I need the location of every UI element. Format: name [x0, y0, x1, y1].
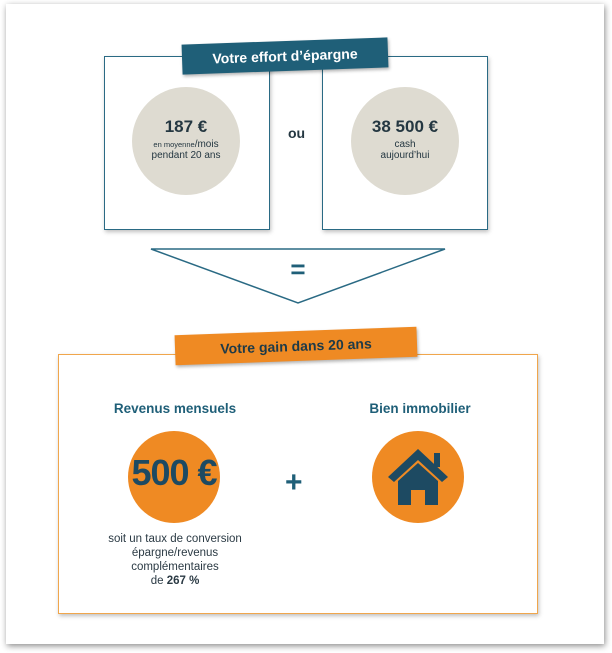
- conversion-line-2: épargne/revenus: [131, 547, 219, 559]
- property-title: Bien immobilier: [369, 401, 471, 416]
- or-separator: ou: [288, 125, 306, 141]
- conversion-rate: 267 %: [166, 575, 200, 587]
- property-circle: [372, 431, 464, 523]
- today-label: aujourd’hui: [380, 150, 430, 161]
- monthly-duration: pendant 20 ans: [151, 150, 221, 161]
- monthly-amount: 187 €: [164, 117, 208, 136]
- per-month-label: /mois: [194, 139, 219, 150]
- effort-banner: Votre effort d’épargne: [182, 37, 389, 74]
- conversion-line-3: complémentaires: [131, 561, 219, 573]
- income-amount: 500 €: [131, 452, 217, 493]
- cash-effort-box: [322, 56, 488, 230]
- conversion-prefix: de: [150, 575, 167, 587]
- monthly-effort-box: [104, 56, 270, 230]
- gain-banner: Votre gain dans 20 ans: [175, 327, 418, 365]
- conversion-text: [80, 532, 270, 588]
- house-icon: [372, 431, 464, 523]
- income-title: Revenus mensuels: [113, 401, 237, 416]
- average-label: en moyenne: [153, 140, 195, 149]
- plus-sign: +: [285, 466, 303, 499]
- equals-sign: =: [290, 254, 306, 284]
- monthly-frequency: [132, 139, 240, 150]
- equals-funnel: [150, 248, 446, 304]
- conversion-line-1: soit un taux de conversion: [108, 533, 242, 545]
- monthly-effort-circle: [132, 87, 240, 195]
- cash-amount: 38 500 €: [371, 117, 439, 136]
- income-circle: [128, 431, 220, 523]
- cash-label: cash: [394, 139, 416, 150]
- conversion-line-4: [80, 574, 270, 588]
- cash-effort-circle: [351, 87, 459, 195]
